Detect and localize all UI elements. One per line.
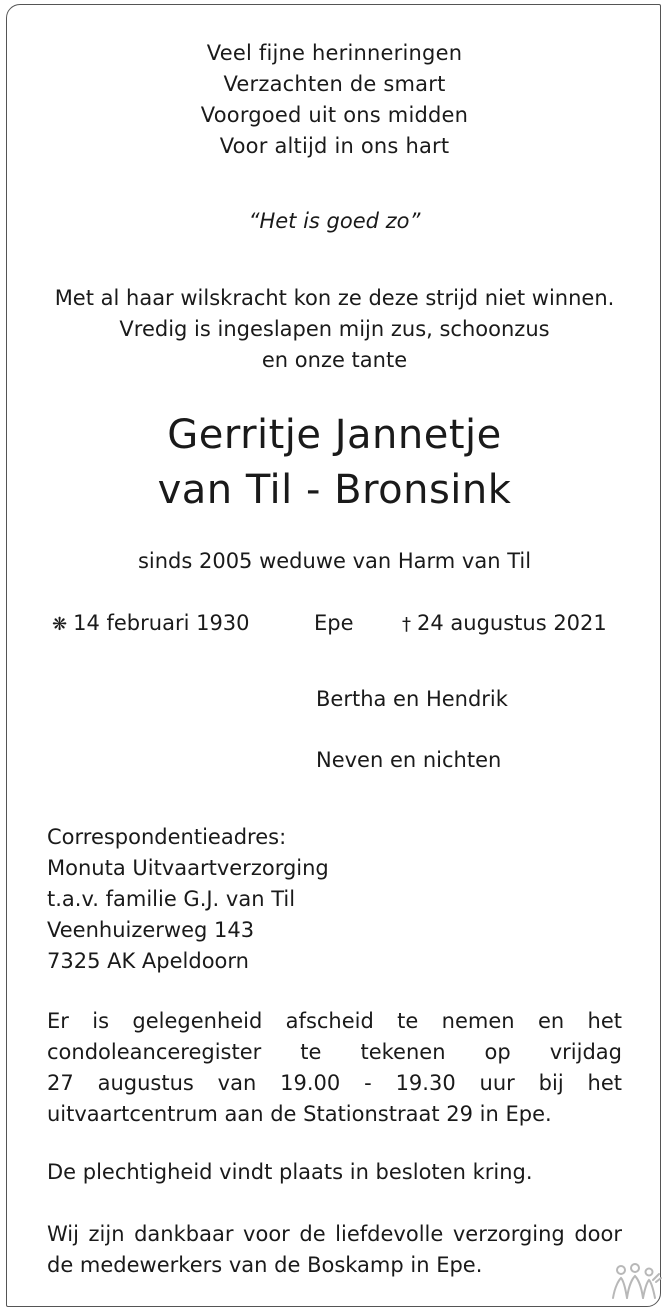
birth-date-text: 14 februari 1930 bbox=[73, 611, 250, 635]
intro-text bbox=[0, 283, 669, 376]
paragraph-line: uitvaartcentrum aan de Stationstraat 29 in Epe. bbox=[47, 1102, 552, 1126]
address-line: Veenhuizerweg 143 bbox=[47, 918, 255, 942]
paragraph-line: condoleanceregister te tekenen op vrijdag bbox=[47, 1040, 622, 1064]
address-line: t.a.v. familie G.J. van Til bbox=[47, 887, 296, 911]
birth-star-icon: ❋ bbox=[52, 614, 68, 635]
verse-line: Voorgoed uit ons midden bbox=[200, 103, 469, 127]
paragraph-line: de medewerkers van de Boskamp in Epe. bbox=[47, 1253, 483, 1277]
signer-relatives: Neven en nichten bbox=[316, 748, 502, 772]
intro-line: en onze tante bbox=[261, 348, 408, 372]
cross-icon: † bbox=[402, 614, 411, 635]
death-date bbox=[402, 608, 607, 640]
address-line: 7325 AK Apeldoorn bbox=[47, 949, 249, 973]
verse-line: Veel fijne herinneringen bbox=[206, 41, 463, 65]
signer-family: Bertha en Hendrik bbox=[316, 687, 508, 711]
birth-date bbox=[52, 608, 250, 640]
verse-line: Voor altijd in ons hart bbox=[219, 134, 450, 158]
thanks-paragraph bbox=[47, 1219, 622, 1281]
quote: “Het is goed zo” bbox=[248, 209, 421, 233]
intro-line: Vredig is ingeslapen mijn zus, schoonzus bbox=[119, 317, 550, 341]
correspondence-address bbox=[47, 822, 329, 977]
death-date-text: 24 augustus 2021 bbox=[417, 611, 607, 635]
address-line: Monuta Uitvaartverzorging bbox=[47, 856, 329, 880]
paragraph-line: Wij zijn dankbaar voor de liefdevolle verzorging door bbox=[47, 1222, 622, 1246]
paragraph-line: 27 augustus van 19.00 - 19.30 uur bij het bbox=[47, 1071, 622, 1095]
family-logo-icon bbox=[609, 1262, 663, 1302]
paragraph-line: Er is gelegenheid afscheid te nemen en het bbox=[47, 1009, 622, 1033]
place: Epe bbox=[314, 611, 354, 635]
address-heading: Correspondentieadres: bbox=[47, 825, 287, 849]
ceremony-paragraph: De plechtigheid vindt plaats in besloten kring. bbox=[47, 1160, 533, 1184]
verse-line: Verzachten de smart bbox=[223, 72, 446, 96]
memorial-verse bbox=[0, 38, 669, 162]
name-line-last: van Til - Bronsink bbox=[157, 467, 512, 513]
intro-line: Met al haar wilskracht kon ze deze strijd niet winnen. bbox=[54, 286, 615, 310]
condolence-paragraph bbox=[47, 1006, 622, 1130]
widow-note: sinds 2005 weduwe van Harm van Til bbox=[137, 549, 532, 573]
deceased-name bbox=[0, 408, 669, 518]
name-line-first: Gerritje Jannetje bbox=[167, 412, 502, 458]
